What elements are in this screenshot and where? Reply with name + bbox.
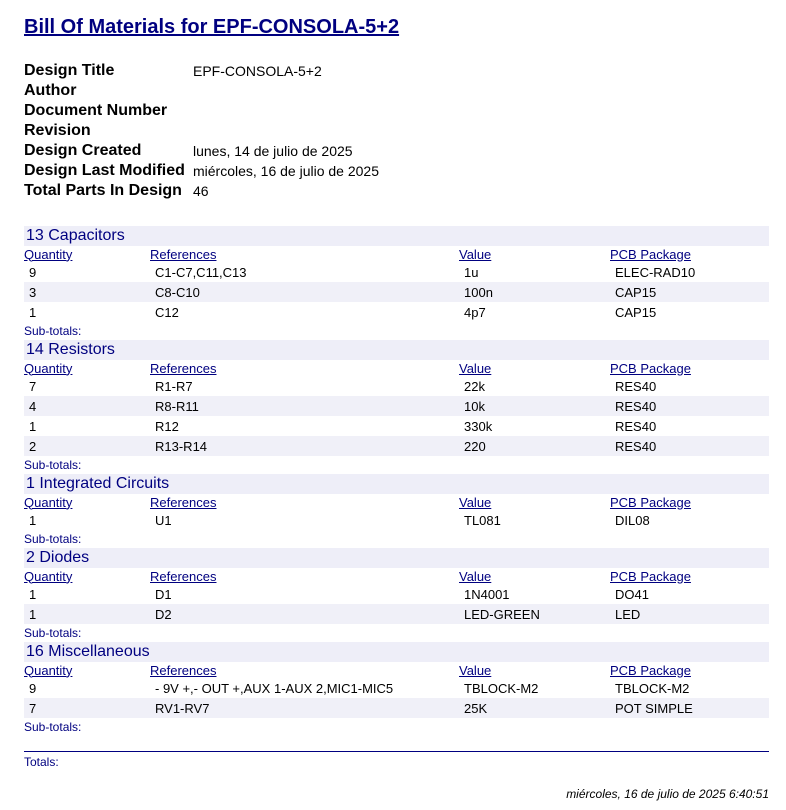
cell-value: 1N4001	[464, 586, 510, 602]
col-header-references-cell	[150, 361, 459, 376]
col-header-value[interactable]: Value	[459, 568, 492, 584]
column-headers	[24, 360, 769, 376]
table-row	[24, 416, 769, 436]
column-headers	[24, 494, 769, 510]
info-row-revision	[24, 121, 379, 141]
cell-quantity: 1	[29, 606, 37, 622]
col-header-package-cell	[610, 247, 769, 262]
table-row	[24, 396, 769, 416]
cell-package: RES40	[615, 378, 657, 394]
cell-package: POT SIMPLE	[615, 700, 693, 716]
cell-value: 330k	[464, 418, 493, 434]
col-header-package-cell	[610, 663, 769, 678]
column-headers	[24, 246, 769, 262]
col-header-quantity-cell	[24, 663, 150, 678]
cell-references: C1-C7,C11,C13	[155, 264, 247, 280]
cell-quantity: 1	[29, 586, 37, 602]
cell-references: C8-C10	[155, 284, 200, 300]
info-label: Design Title	[24, 62, 115, 79]
cell-value: LED-GREEN	[464, 606, 540, 622]
cell-quantity: 1	[29, 512, 37, 528]
totals-label: Totals:	[24, 755, 59, 769]
cell-quantity: 1	[29, 418, 37, 434]
cell-value: 25K	[464, 700, 488, 716]
table-row	[24, 302, 769, 322]
cell-package: CAP15	[615, 304, 657, 320]
cell-value: TL081	[464, 512, 501, 528]
col-header-package-cell	[610, 569, 769, 584]
col-header-value-cell	[459, 361, 610, 376]
subtotal-label: Sub-totals:	[24, 458, 82, 472]
table-row	[24, 436, 769, 456]
cell-references: D2	[155, 606, 172, 622]
section-header: 14 Resistors	[24, 340, 769, 360]
cell-package: TBLOCK-M2	[615, 680, 690, 696]
cell-references: R1-R7	[155, 378, 193, 394]
info-row-last-modified	[24, 161, 379, 181]
subtotal-label: Sub-totals:	[24, 720, 82, 734]
info-label: Revision	[24, 122, 91, 139]
table-row	[24, 584, 769, 604]
col-header-value[interactable]: Value	[459, 246, 492, 262]
cell-package: RES40	[615, 438, 657, 454]
col-header-quantity-cell	[24, 569, 150, 584]
cell-package: RES40	[615, 418, 657, 434]
table-row	[24, 510, 769, 530]
bom-table	[24, 226, 769, 736]
col-header-references[interactable]: References	[150, 662, 217, 678]
column-headers	[24, 662, 769, 678]
col-header-value-cell	[459, 663, 610, 678]
col-header-value[interactable]: Value	[459, 494, 492, 510]
cell-references: - 9V +,- OUT +,AUX 1-AUX 2,MIC1-MIC5	[155, 680, 394, 696]
col-header-references-cell	[150, 247, 459, 262]
col-header-quantity-cell	[24, 247, 150, 262]
page-title: Bill Of Materials for EPF-CONSOLA-5+2	[24, 16, 400, 38]
cell-value: 1u	[464, 264, 479, 280]
info-value: lunes, 14 de julio de 2025	[193, 143, 353, 159]
column-headers	[24, 568, 769, 584]
cell-package: DIL08	[615, 512, 650, 528]
col-header-quantity[interactable]: Quantity	[24, 662, 73, 678]
cell-package: DO41	[615, 586, 649, 602]
table-row	[24, 262, 769, 282]
col-header-value[interactable]: Value	[459, 360, 492, 376]
bom-section	[24, 642, 769, 736]
info-label: Author	[24, 82, 77, 99]
cell-value: 220	[464, 438, 486, 454]
cell-references: C12	[155, 304, 179, 320]
col-header-value-cell	[459, 247, 610, 262]
col-header-references[interactable]: References	[150, 360, 217, 376]
col-header-package-cell	[610, 495, 769, 510]
col-header-package[interactable]: PCB Package	[610, 662, 691, 678]
cell-package: ELEC-RAD10	[615, 264, 696, 280]
col-header-quantity[interactable]: Quantity	[24, 494, 73, 510]
info-row-document-number	[24, 101, 379, 121]
col-header-quantity[interactable]: Quantity	[24, 568, 73, 584]
info-value: EPF-CONSOLA-5+2	[193, 63, 322, 79]
section-header: 16 Miscellaneous	[24, 642, 769, 662]
design-info	[24, 61, 379, 201]
col-header-package-cell	[610, 361, 769, 376]
subtotal-label: Sub-totals:	[24, 532, 82, 546]
col-header-package[interactable]: PCB Package	[610, 494, 691, 510]
cell-quantity: 9	[29, 264, 37, 280]
info-label: Design Created	[24, 142, 142, 159]
section-header: 13 Capacitors	[24, 226, 769, 246]
info-row-total-parts	[24, 181, 379, 201]
cell-quantity: 7	[29, 700, 37, 716]
info-label: Design Last Modified	[24, 162, 185, 179]
cell-package: CAP15	[615, 284, 657, 300]
cell-references: RV1-RV7	[155, 700, 210, 716]
info-label: Total Parts In Design	[24, 182, 182, 199]
footer-timestamp: miércoles, 16 de julio de 2025 6:40:51	[566, 787, 769, 801]
cell-value: TBLOCK-M2	[464, 680, 539, 696]
cell-quantity: 9	[29, 680, 37, 696]
col-header-value-cell	[459, 569, 610, 584]
col-header-quantity[interactable]: Quantity	[24, 246, 73, 262]
info-value: miércoles, 16 de julio de 2025	[193, 163, 380, 179]
cell-references: R12	[155, 418, 179, 434]
col-header-references[interactable]: References	[150, 246, 217, 262]
info-label: Document Number	[24, 102, 168, 119]
col-header-references-cell	[150, 569, 459, 584]
bom-section	[24, 340, 769, 474]
col-header-quantity-cell	[24, 495, 150, 510]
cell-value: 4p7	[464, 304, 486, 320]
cell-references: R8-R11	[155, 398, 199, 414]
section-header: 1 Integrated Circuits	[24, 474, 769, 494]
col-header-references-cell	[150, 495, 459, 510]
col-header-value-cell	[459, 495, 610, 510]
col-header-package[interactable]: PCB Package	[610, 360, 691, 376]
totals-divider	[24, 751, 769, 752]
info-value: 46	[193, 183, 209, 199]
table-row	[24, 282, 769, 302]
bom-section	[24, 474, 769, 548]
subtotal-label: Sub-totals:	[24, 626, 82, 640]
cell-quantity: 4	[29, 398, 37, 414]
col-header-package[interactable]: PCB Package	[610, 568, 691, 584]
info-row-design-created	[24, 141, 379, 161]
cell-references: R13-R14	[155, 438, 208, 454]
table-row	[24, 376, 769, 396]
col-header-references-cell	[150, 663, 459, 678]
col-header-quantity[interactable]: Quantity	[24, 360, 73, 376]
subtotal-label: Sub-totals:	[24, 324, 82, 338]
cell-quantity: 7	[29, 378, 37, 394]
cell-package: LED	[615, 606, 641, 622]
info-row-design-title	[24, 61, 379, 81]
col-header-value[interactable]: Value	[459, 662, 492, 678]
cell-value: 100n	[464, 284, 493, 300]
col-header-package[interactable]: PCB Package	[610, 246, 691, 262]
bom-section	[24, 226, 769, 340]
cell-quantity: 2	[29, 438, 37, 454]
bom-section	[24, 548, 769, 642]
table-row	[24, 678, 769, 698]
cell-package: RES40	[615, 398, 657, 414]
cell-value: 10k	[464, 398, 485, 414]
col-header-references[interactable]: References	[150, 568, 217, 584]
col-header-quantity-cell	[24, 361, 150, 376]
cell-quantity: 1	[29, 304, 37, 320]
info-row-author	[24, 81, 379, 101]
cell-value: 22k	[464, 378, 485, 394]
cell-quantity: 3	[29, 284, 37, 300]
cell-references: D1	[155, 586, 172, 602]
table-row	[24, 698, 769, 718]
section-header: 2 Diodes	[24, 548, 769, 568]
table-row	[24, 604, 769, 624]
col-header-references[interactable]: References	[150, 494, 217, 510]
cell-references: U1	[155, 512, 172, 528]
